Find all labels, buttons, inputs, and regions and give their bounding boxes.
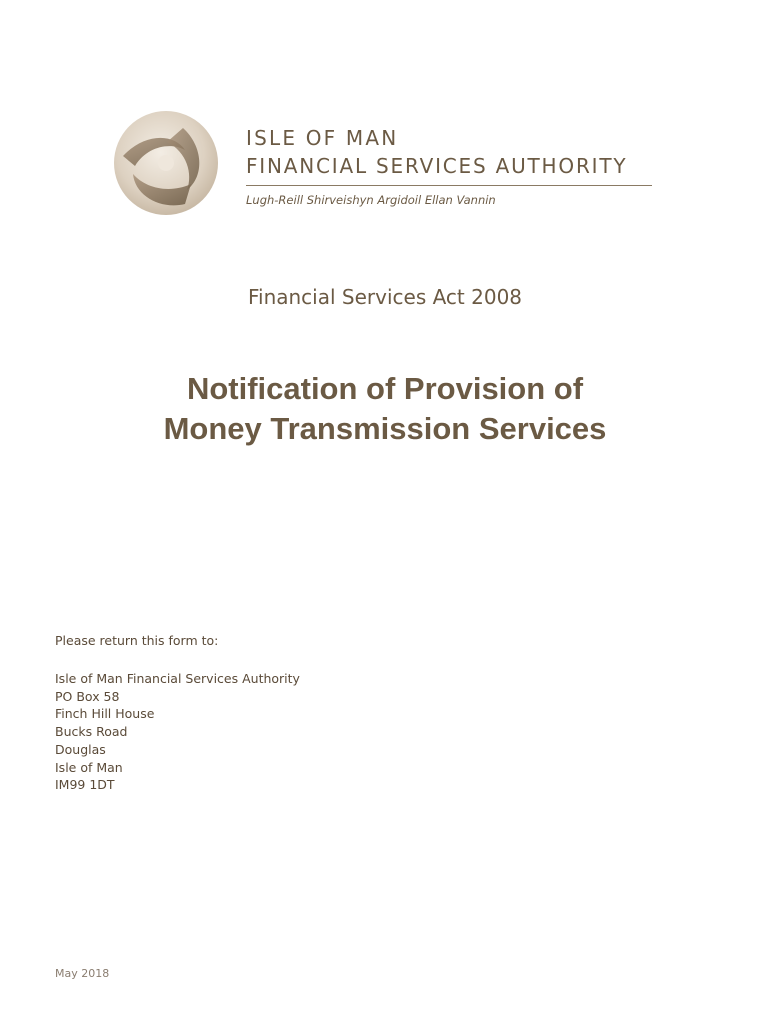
org-name-line2: FINANCIAL SERVICES AUTHORITY bbox=[246, 154, 628, 178]
address-line: Isle of Man Financial Services Authority bbox=[55, 671, 300, 686]
address-line: Finch Hill House bbox=[55, 706, 155, 722]
org-tagline: Lugh-Reill Shirveishyn Argidoil Ellan Vannin bbox=[246, 193, 496, 207]
header-divider bbox=[246, 185, 652, 186]
address-line: Bucks Road bbox=[55, 724, 128, 740]
document-date: May 2018 bbox=[55, 967, 110, 980]
address-line: IM99 1DT bbox=[55, 777, 115, 793]
triskelion-emblem-icon bbox=[113, 110, 219, 216]
org-name-line1: ISLE OF MAN bbox=[246, 126, 399, 150]
return-address bbox=[55, 670, 300, 794]
document-title-line1: Notification of Provision of bbox=[186, 371, 584, 406]
return-instruction: Please return this form to: bbox=[55, 633, 219, 648]
address-line: Douglas bbox=[55, 741, 106, 757]
address-line: PO Box 58 bbox=[55, 688, 120, 704]
document-title bbox=[0, 369, 770, 449]
address-line: Isle of Man bbox=[55, 759, 123, 775]
act-title: Financial Services Act 2008 bbox=[247, 285, 523, 309]
document-title-line2: Money Transmission Services bbox=[163, 411, 607, 446]
